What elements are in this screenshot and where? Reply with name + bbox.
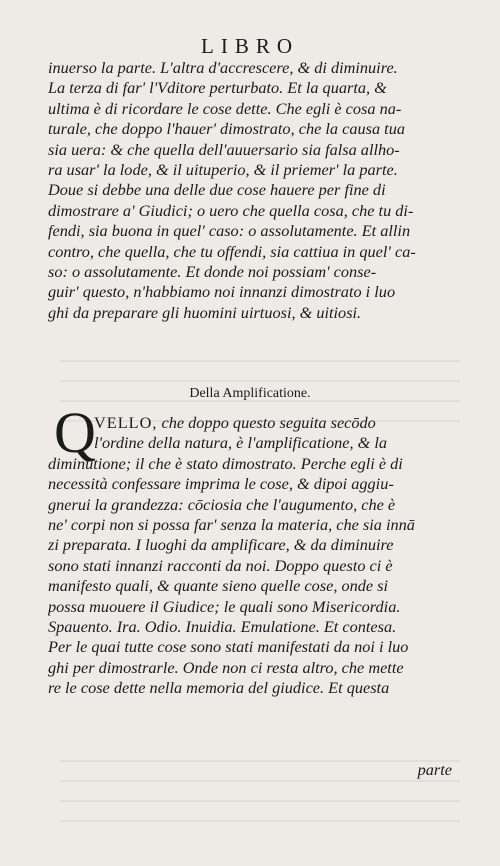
text-line: so: o assolutamente. Et donde noi possiam' conse- xyxy=(48,261,377,281)
text-line: l'ordine della natura, è l'amplificatione, & la xyxy=(94,433,388,453)
text-line: sono stati innanzi racconti da noi. Doppo questo ci è xyxy=(48,555,393,575)
text-line: ra usar' la lode, & il uituperio, & il priemer' la parte. xyxy=(48,159,398,179)
text-line: ultima è di ricordare le cose dette. Che egli è cosa na- xyxy=(48,98,402,118)
text-line: Per le quai tutte cose sono stati manifestati da noi i luo xyxy=(48,637,409,657)
text-line: ne' corpi non si possa far' senza la materia, che sia innā xyxy=(48,514,415,534)
section-heading: Della Amplificatione. xyxy=(189,386,311,401)
text-line: dimostrare a' Giudici; o uero che quella cosa, che tu di- xyxy=(48,200,414,220)
text-line-first xyxy=(48,413,462,433)
text-line: sia uera: & che quella dell'auuersario sia falsa allho- xyxy=(48,139,400,159)
text-line: manifesto quali, & quante sieno quelle cose, onde si xyxy=(48,576,389,596)
lead-word: VELLO, xyxy=(94,413,158,432)
text-line: turale, che doppo l'hauer' dimostrato, che la causa tua xyxy=(48,119,405,139)
text-line: contro, che quella, che tu offendi, sia cattiua in quel' ca- xyxy=(48,241,416,261)
text-line: ghi per dimostrarle. Onde non ci resta altro, che mette xyxy=(48,657,404,677)
text-line: Spauento. Ira. Odio. Inuidia. Emulatione. Et contesa. xyxy=(48,616,397,636)
text-line: necessità confessare imprima le cose, & dipoi aggiu- xyxy=(48,474,394,494)
running-head: LIBRO xyxy=(201,34,299,58)
text-line: La terza di far' l'Vditore perturbato. Et la quarta, & xyxy=(48,78,387,98)
bleed-through-shadow-bottom xyxy=(60,760,460,840)
text-line: zi preparata. I luoghi da amplificare, & da diminuire xyxy=(48,535,394,555)
paragraph-two xyxy=(48,413,462,698)
catchword: parte xyxy=(417,760,452,779)
text-line: re le cose dette nella memoria del giudice. Et questa xyxy=(48,678,390,698)
text-line: Doue si debbe una delle due cose hauere per fine di xyxy=(48,180,386,200)
text-line: fendi, sia buona in quel' caso: o assolutamente. Et allin xyxy=(48,221,411,241)
text-line: diminutione; il che è stato dimostrato. Perche egli è di xyxy=(48,453,403,473)
drop-cap-initial: Q xyxy=(54,400,96,465)
text-line: ghi da preparare gli huomini uirtuosi, & uitiosi. xyxy=(48,302,362,322)
text-line: guir' questo, n'habbiamo noi innanzi dimostrato i luo xyxy=(48,282,396,302)
text-line: possa muouere il Giudice; le quali sono Misericordia. xyxy=(48,596,401,616)
first-line-rest: che doppo questo seguita secōdo xyxy=(157,413,376,432)
text-line: inuerso la parte. L'altra d'accrescere, & di diminuire. xyxy=(48,58,398,77)
paragraph-one xyxy=(48,58,462,323)
text-line: gnerui la grandezza: cōciosia che l'augumento, che è xyxy=(48,494,396,514)
